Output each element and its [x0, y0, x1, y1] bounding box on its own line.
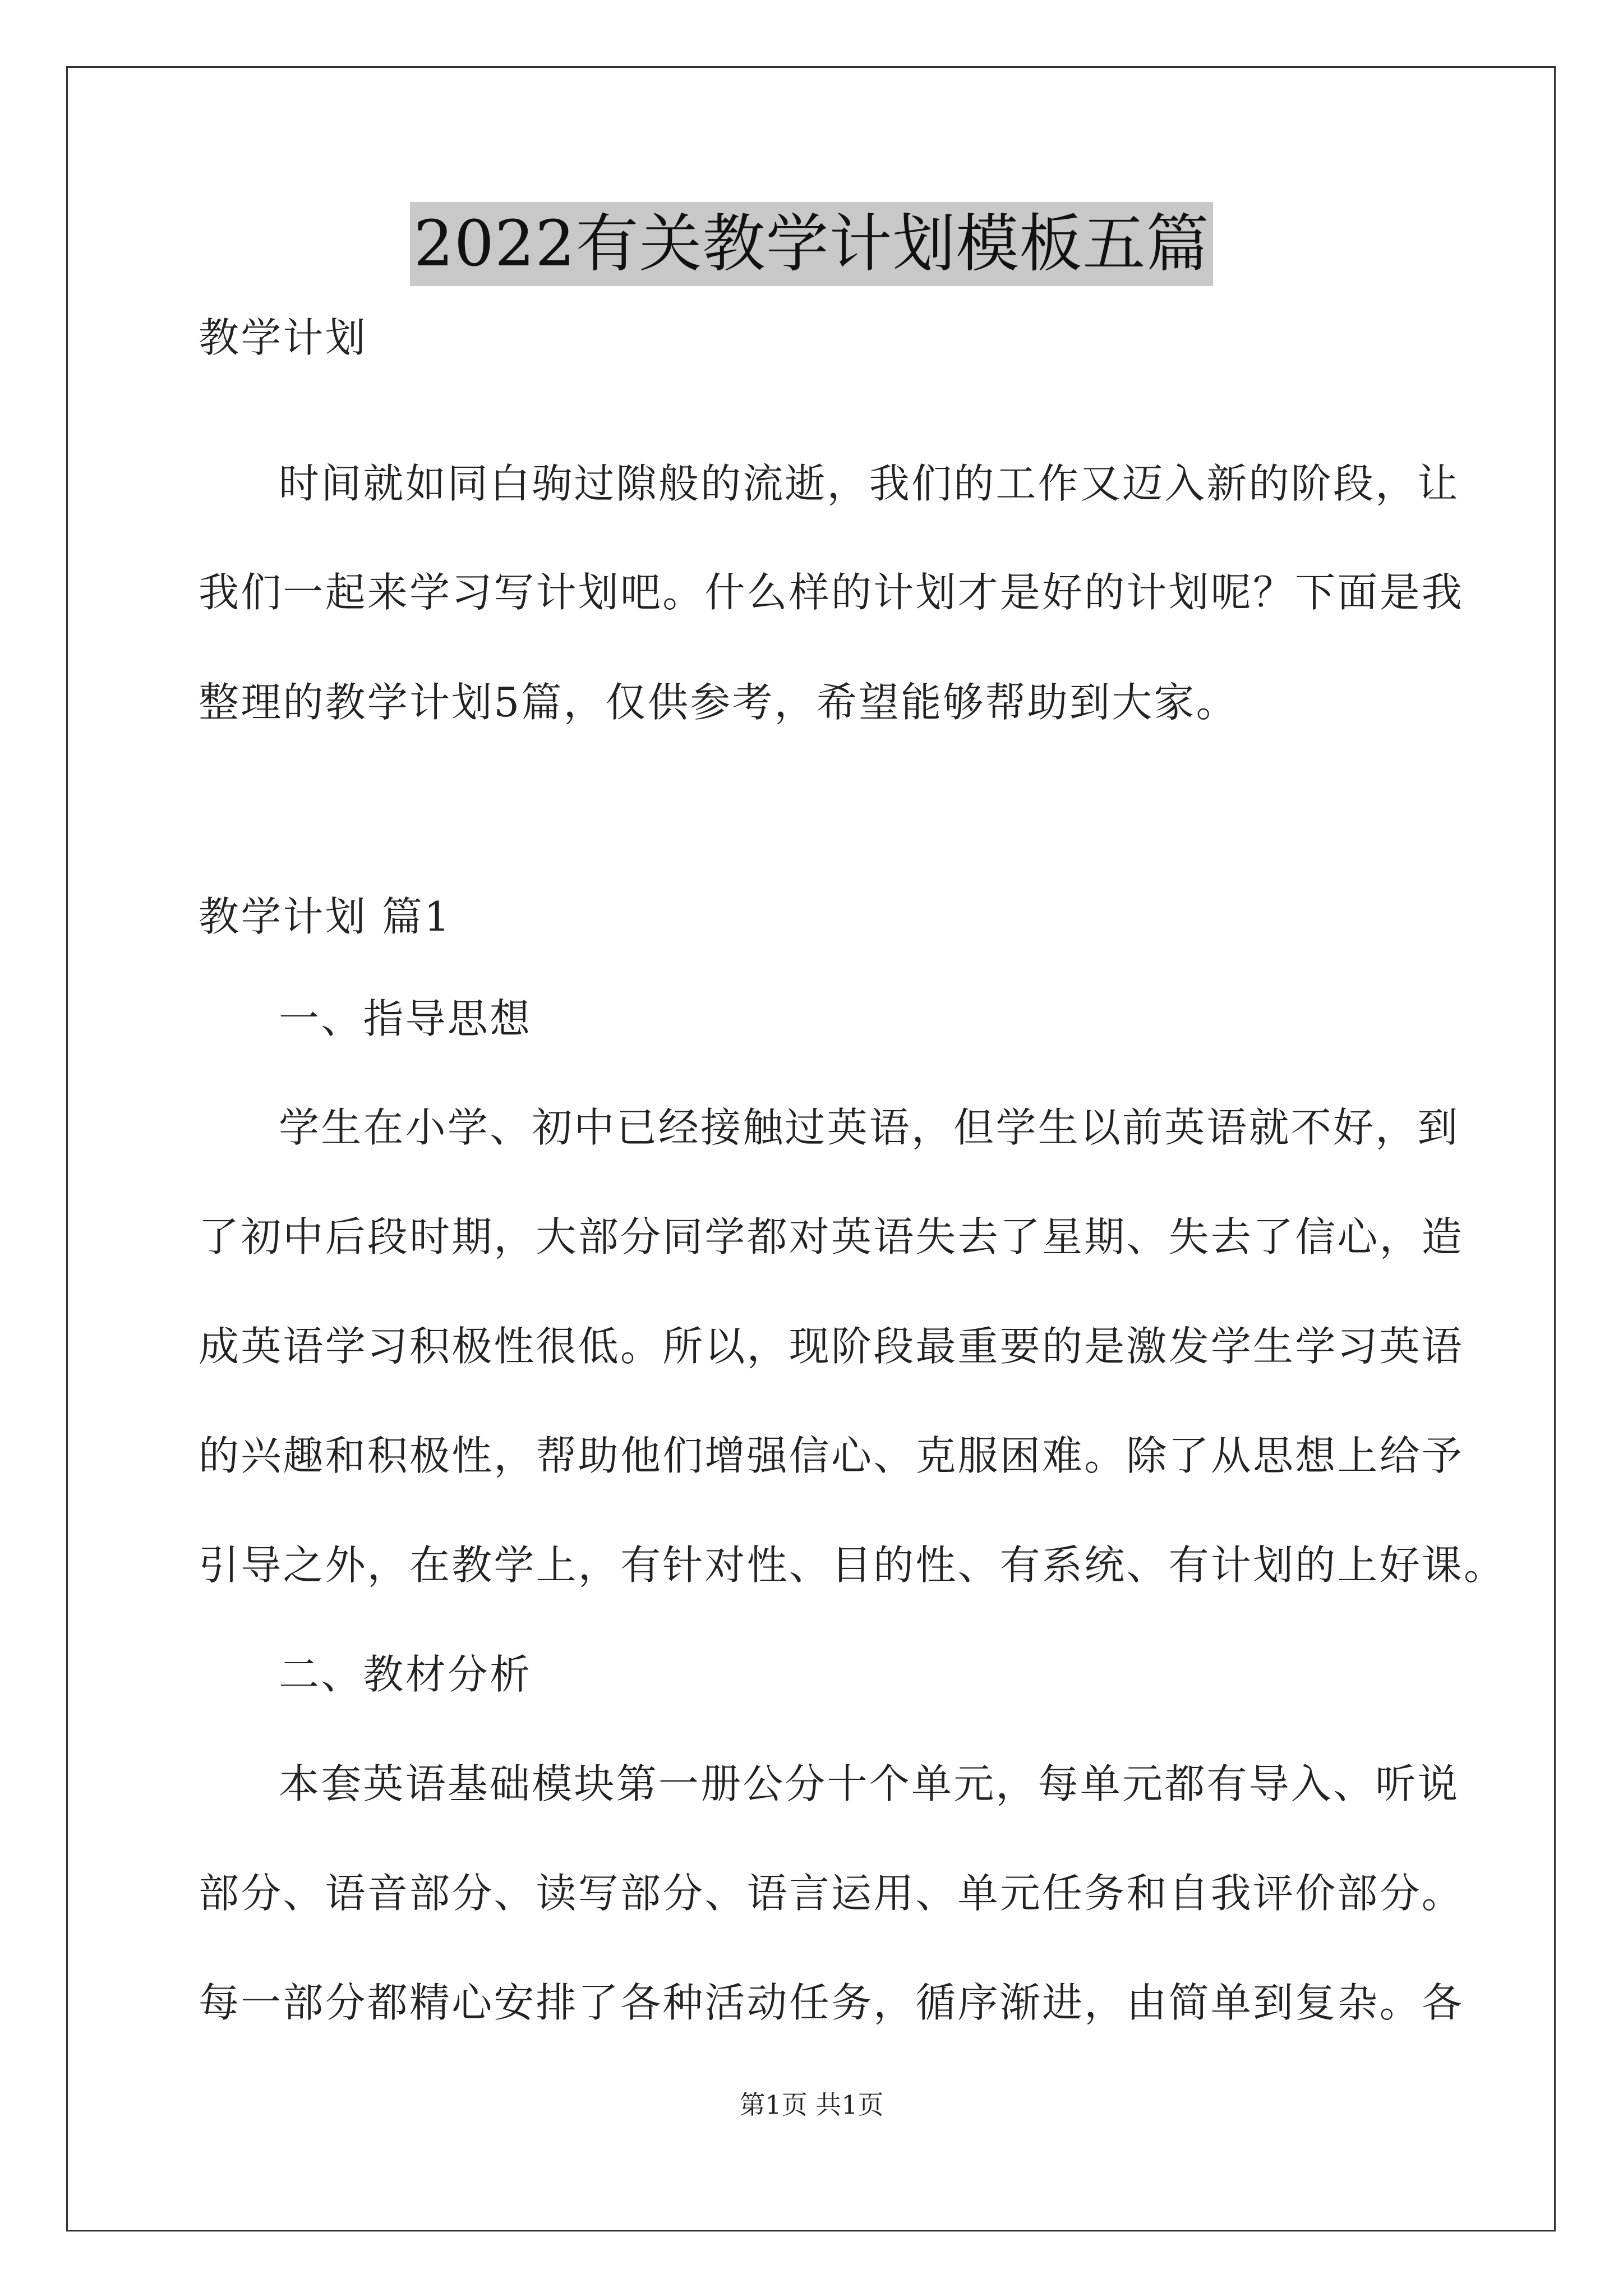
para1-line-4: 的兴趣和积极性，帮助他们增强信心、克服困难。除了从思想上给予: [199, 1432, 1464, 1479]
section-heading: 教学计划 篇1: [199, 893, 452, 940]
page-footer: 第1页 共1页: [739, 2090, 884, 2120]
para1-line-3: 成英语学习积极性很低。所以，现阶段最重要的是激发学生学习英语: [199, 1323, 1464, 1370]
intro-line-3: 整理的教学计划5篇，仅供参考，希望能够帮助到大家。: [199, 679, 1238, 726]
title-container: [0, 202, 1623, 286]
subheading-guiding-thought: 一、指导思想: [279, 995, 532, 1042]
para1-line-2: 了初中后段时期，大部分同学都对英语失去了星期、失去了信心，造: [199, 1213, 1464, 1260]
intro-line-2: 我们一起来学习写计划吧。什么样的计划才是好的计划呢？下面是我: [199, 569, 1464, 616]
para1-line-1: 学生在小学、初中已经接触过英语，但学生以前英语就不好，到: [279, 1104, 1460, 1151]
intro-line-1: 时间就如同白驹过隙般的流逝，我们的工作又迈入新的阶段，让: [279, 460, 1460, 507]
para2-line-1: 本套英语基础模块第一册公分十个单元，每单元都有导入、听说: [279, 1760, 1460, 1807]
document-title: 2022有关教学计划模板五篇: [410, 202, 1212, 286]
para2-line-2: 部分、语音部分、读写部分、语言运用、单元任务和自我评价部分。: [199, 1870, 1464, 1917]
subheading-textbook-analysis: 二、教材分析: [279, 1651, 532, 1698]
para2-line-3: 每一部分都精心安排了各种活动任务，循序渐进，由简单到复杂。各: [199, 1979, 1464, 2026]
para1-line-5: 引导之外，在教学上，有针对性、目的性、有系统、有计划的上好课。: [199, 1542, 1506, 1589]
main-heading: 教学计划: [199, 314, 367, 361]
